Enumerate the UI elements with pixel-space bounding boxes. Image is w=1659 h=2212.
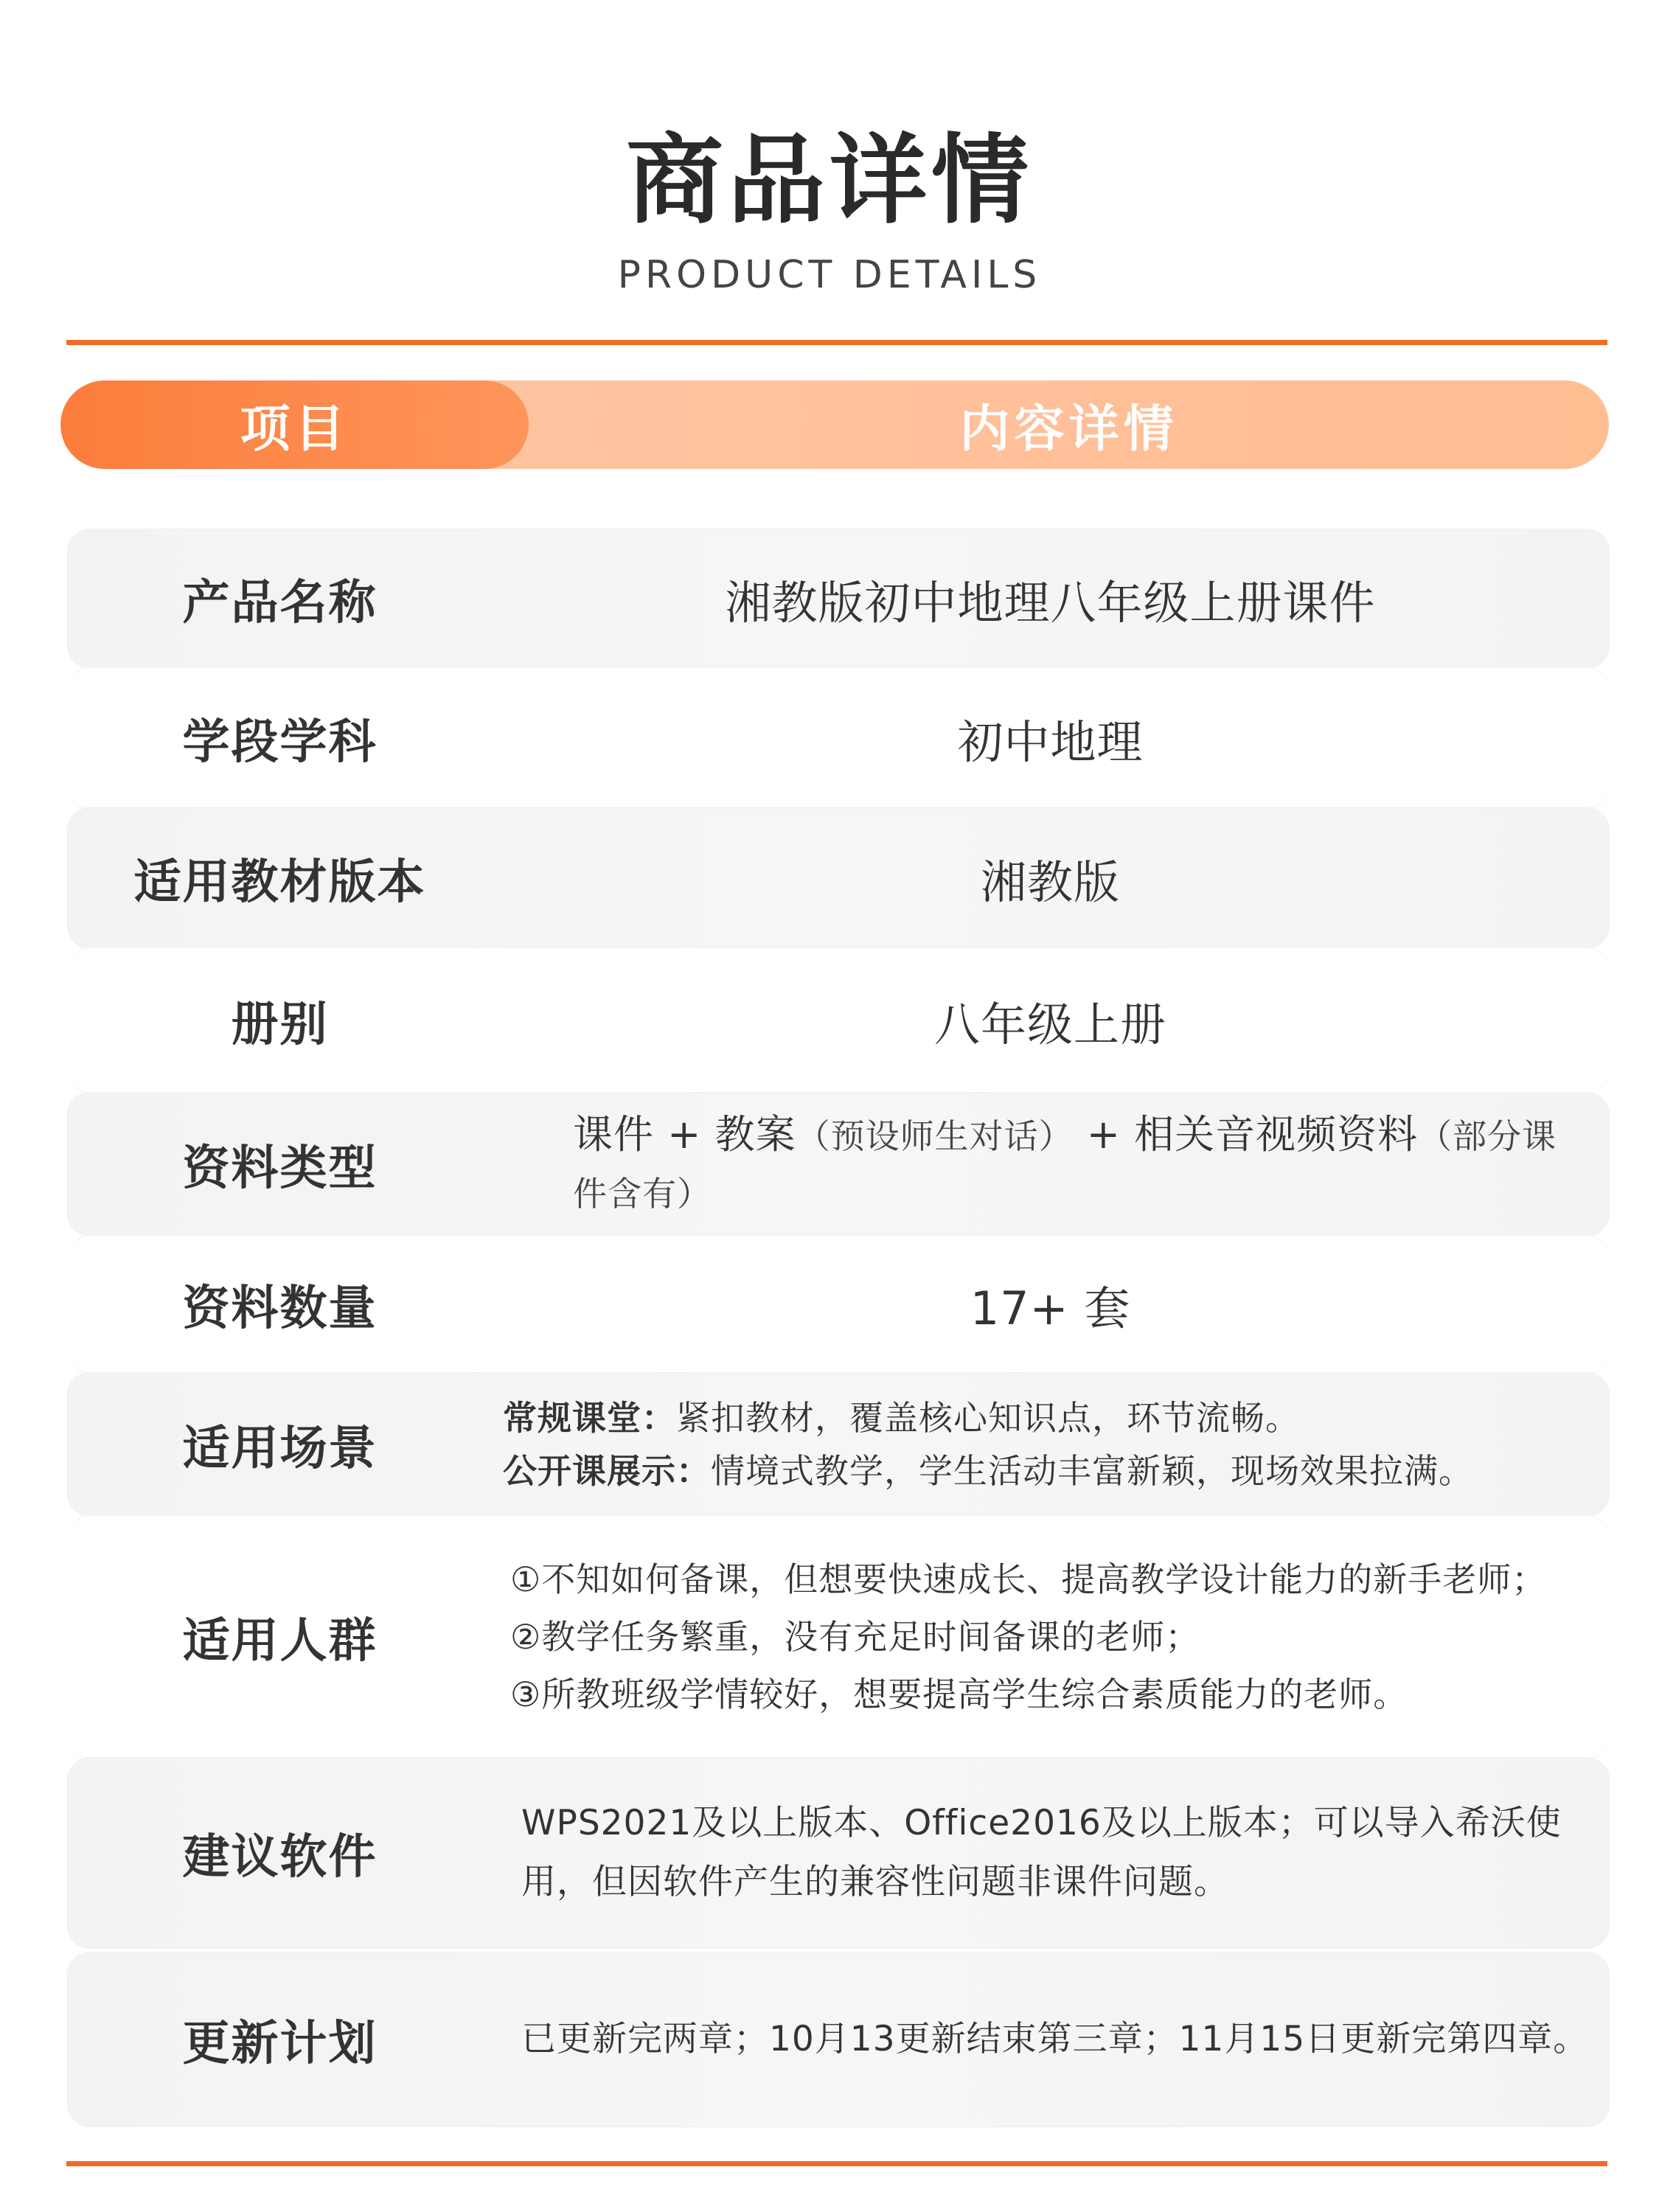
software-line-1: WPS2021及以上版本、Office2016及以上版本；可以导入希沃使 [521,1803,1562,1843]
row-value: 初中地理 [957,714,1144,769]
column-header-item [60,380,529,469]
row-label: 适用人群 [182,1614,378,1669]
table-row-type [68,1093,1609,1236]
row-label: 产品名称 [182,576,378,630]
table-row-subject [68,668,1609,808]
type-part-2: （预设师生对话） [796,1116,1074,1156]
page-title: 商品详情 [626,124,1033,237]
column-header-detail [529,380,1609,469]
row-value: 湘教版初中地理八年级上册课件 [725,575,1376,630]
table-header-bar [60,380,1609,469]
row-label: 建议软件 [182,1830,378,1885]
column-header-item-label: 项目 [240,400,349,459]
table-row-edition [68,808,1609,948]
scene-line-2: 公开课展示：情境式教学，学生活动丰富新颖，现场效果拉满。 [503,1451,1473,1491]
scene-line-1: 常规课堂：紧扣教材，覆盖核心知识点，环节流畅。 [503,1398,1300,1438]
table-row-volume [68,948,1609,1093]
row-label: 适用场景 [182,1422,378,1476]
row-value [521,1952,1609,2126]
table-row-name [68,529,1609,668]
row-value [521,1758,1609,1948]
row-value [510,1516,1609,1758]
table-row-count [68,1236,1609,1373]
row-label: 学段学科 [182,715,378,770]
row-label: 册别 [231,998,329,1052]
table-row-audience [68,1516,1609,1758]
row-value: 湘教版 [980,855,1120,909]
row-label: 适用教材版本 [133,855,426,910]
type-part-1: 课件 + 教案 [573,1111,796,1158]
page-subtitle: PRODUCT DETAILS [617,253,1042,297]
row-value [492,1093,1609,1236]
row-value: 八年级上册 [933,997,1166,1051]
type-part-4: （部分课件含有） [573,1116,1557,1214]
row-label: 资料数量 [182,1281,378,1336]
row-label: 资料类型 [182,1141,378,1196]
table-row-software [68,1758,1609,1948]
row-value [503,1373,1609,1516]
software-line-2: 用，但因软件产生的兼容性问题非课件问题。 [521,1862,1229,1902]
page-header [0,125,1659,301]
row-value: 17+ 套 [970,1281,1131,1335]
top-divider [66,340,1607,345]
audience-line-3: ③所教班级学情较好，想要提高学生综合素质能力的老师。 [510,1674,1408,1714]
audience-line-2: ②教学任务繁重，没有充足时间备课的老师； [510,1617,1200,1657]
audience-line-1: ①不知如何备课，但想要快速成长、提高教学设计能力的新手老师； [510,1559,1547,1599]
table-row-scene [68,1373,1609,1516]
bottom-divider [66,2161,1607,2166]
details-table [68,529,1609,2126]
column-header-detail-label: 内容详情 [959,400,1178,459]
row-label: 更新计划 [182,2017,378,2071]
plan-value: 已更新完两章；10月13更新结束第三章；11月15日更新完第四章。 [521,2019,1589,2059]
table-row-plan [68,1952,1609,2126]
type-part-3: + 相关音视频资料 [1086,1111,1419,1158]
